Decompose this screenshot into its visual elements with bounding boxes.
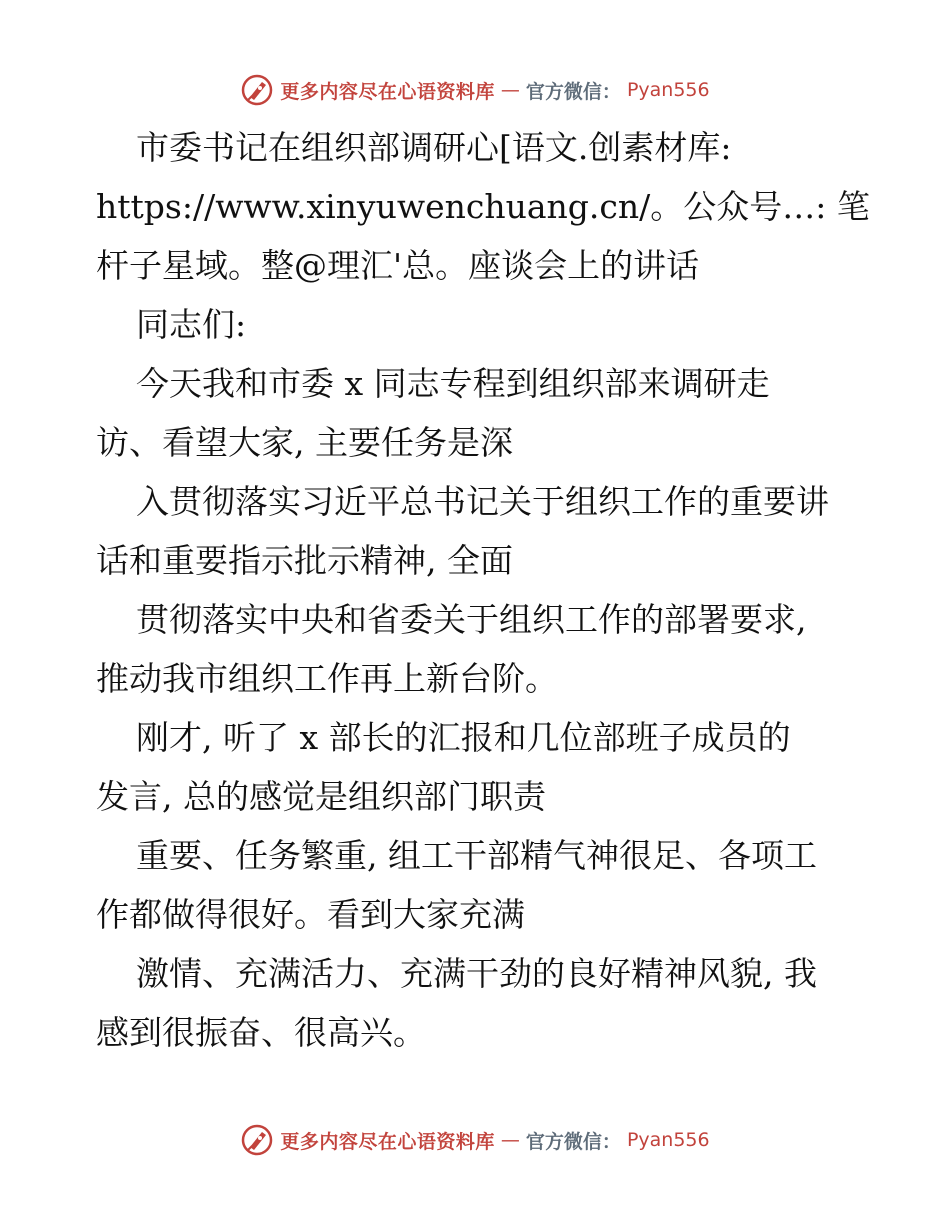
banner-wechat-id: Pyan556 [626,79,710,101]
header-banner [0,70,950,110]
banner-dash: — [500,1129,520,1151]
paragraph-line: 贯彻落实中央和省委关于组织工作的部署要求, [136,600,807,639]
paragraph-line: 重要、任务繁重, 组工干部精气神很足、各项工 [136,836,817,875]
footer-banner [0,1120,950,1160]
paragraph-line: 今天我和市委 x 同志专程到组织部来调研走 [136,364,770,403]
document-body [96,118,870,1062]
paragraph-line: 发言, 总的感觉是组织部门职责 [96,777,546,816]
pen-nib-logo-icon [240,1123,274,1157]
pen-nib-logo-icon [240,73,274,107]
paragraph-line: 激情、充满活力、充满干劲的良好精神风貌, 我 [136,954,817,993]
banner-wechat-label: 官方微信： [525,80,621,103]
banner-main-text: 更多内容尽在心语资料库 [280,1130,495,1153]
title-line-1: 市委书记在组织部调研心[语文.创素材库: [136,128,732,167]
banner-main-text: 更多内容尽在心语资料库 [280,80,495,103]
banner-wechat-label: 官方微信： [525,1130,621,1153]
paragraph-line: 入贯彻落实习近平总书记关于组织工作的重要讲 [136,482,829,521]
paragraph-line: 推动我市组织工作再上新台阶。 [96,659,558,698]
paragraph-line: 感到很振奋、很高兴。 [96,1013,426,1052]
paragraph-line: 访、看望大家, 主要任务是深 [96,423,513,462]
banner-wechat-id: Pyan556 [626,1129,710,1151]
salutation: 同志们: [136,305,247,344]
paragraph-line: 刚才, 听了 x 部长的汇报和几位部班子成员的 [136,718,791,757]
title-line-3: 杆子星域。整@理汇'总。座谈会上的讲话 [96,246,700,285]
paragraph-line: 话和重要指示批示精神, 全面 [96,541,513,580]
title-line-2: https://www.xinyuwenchuang.cn/。公众号…: 笔 [96,187,870,226]
paragraph-line: 作都做得很好。看到大家充满 [96,895,525,934]
banner-dash: — [500,79,520,101]
